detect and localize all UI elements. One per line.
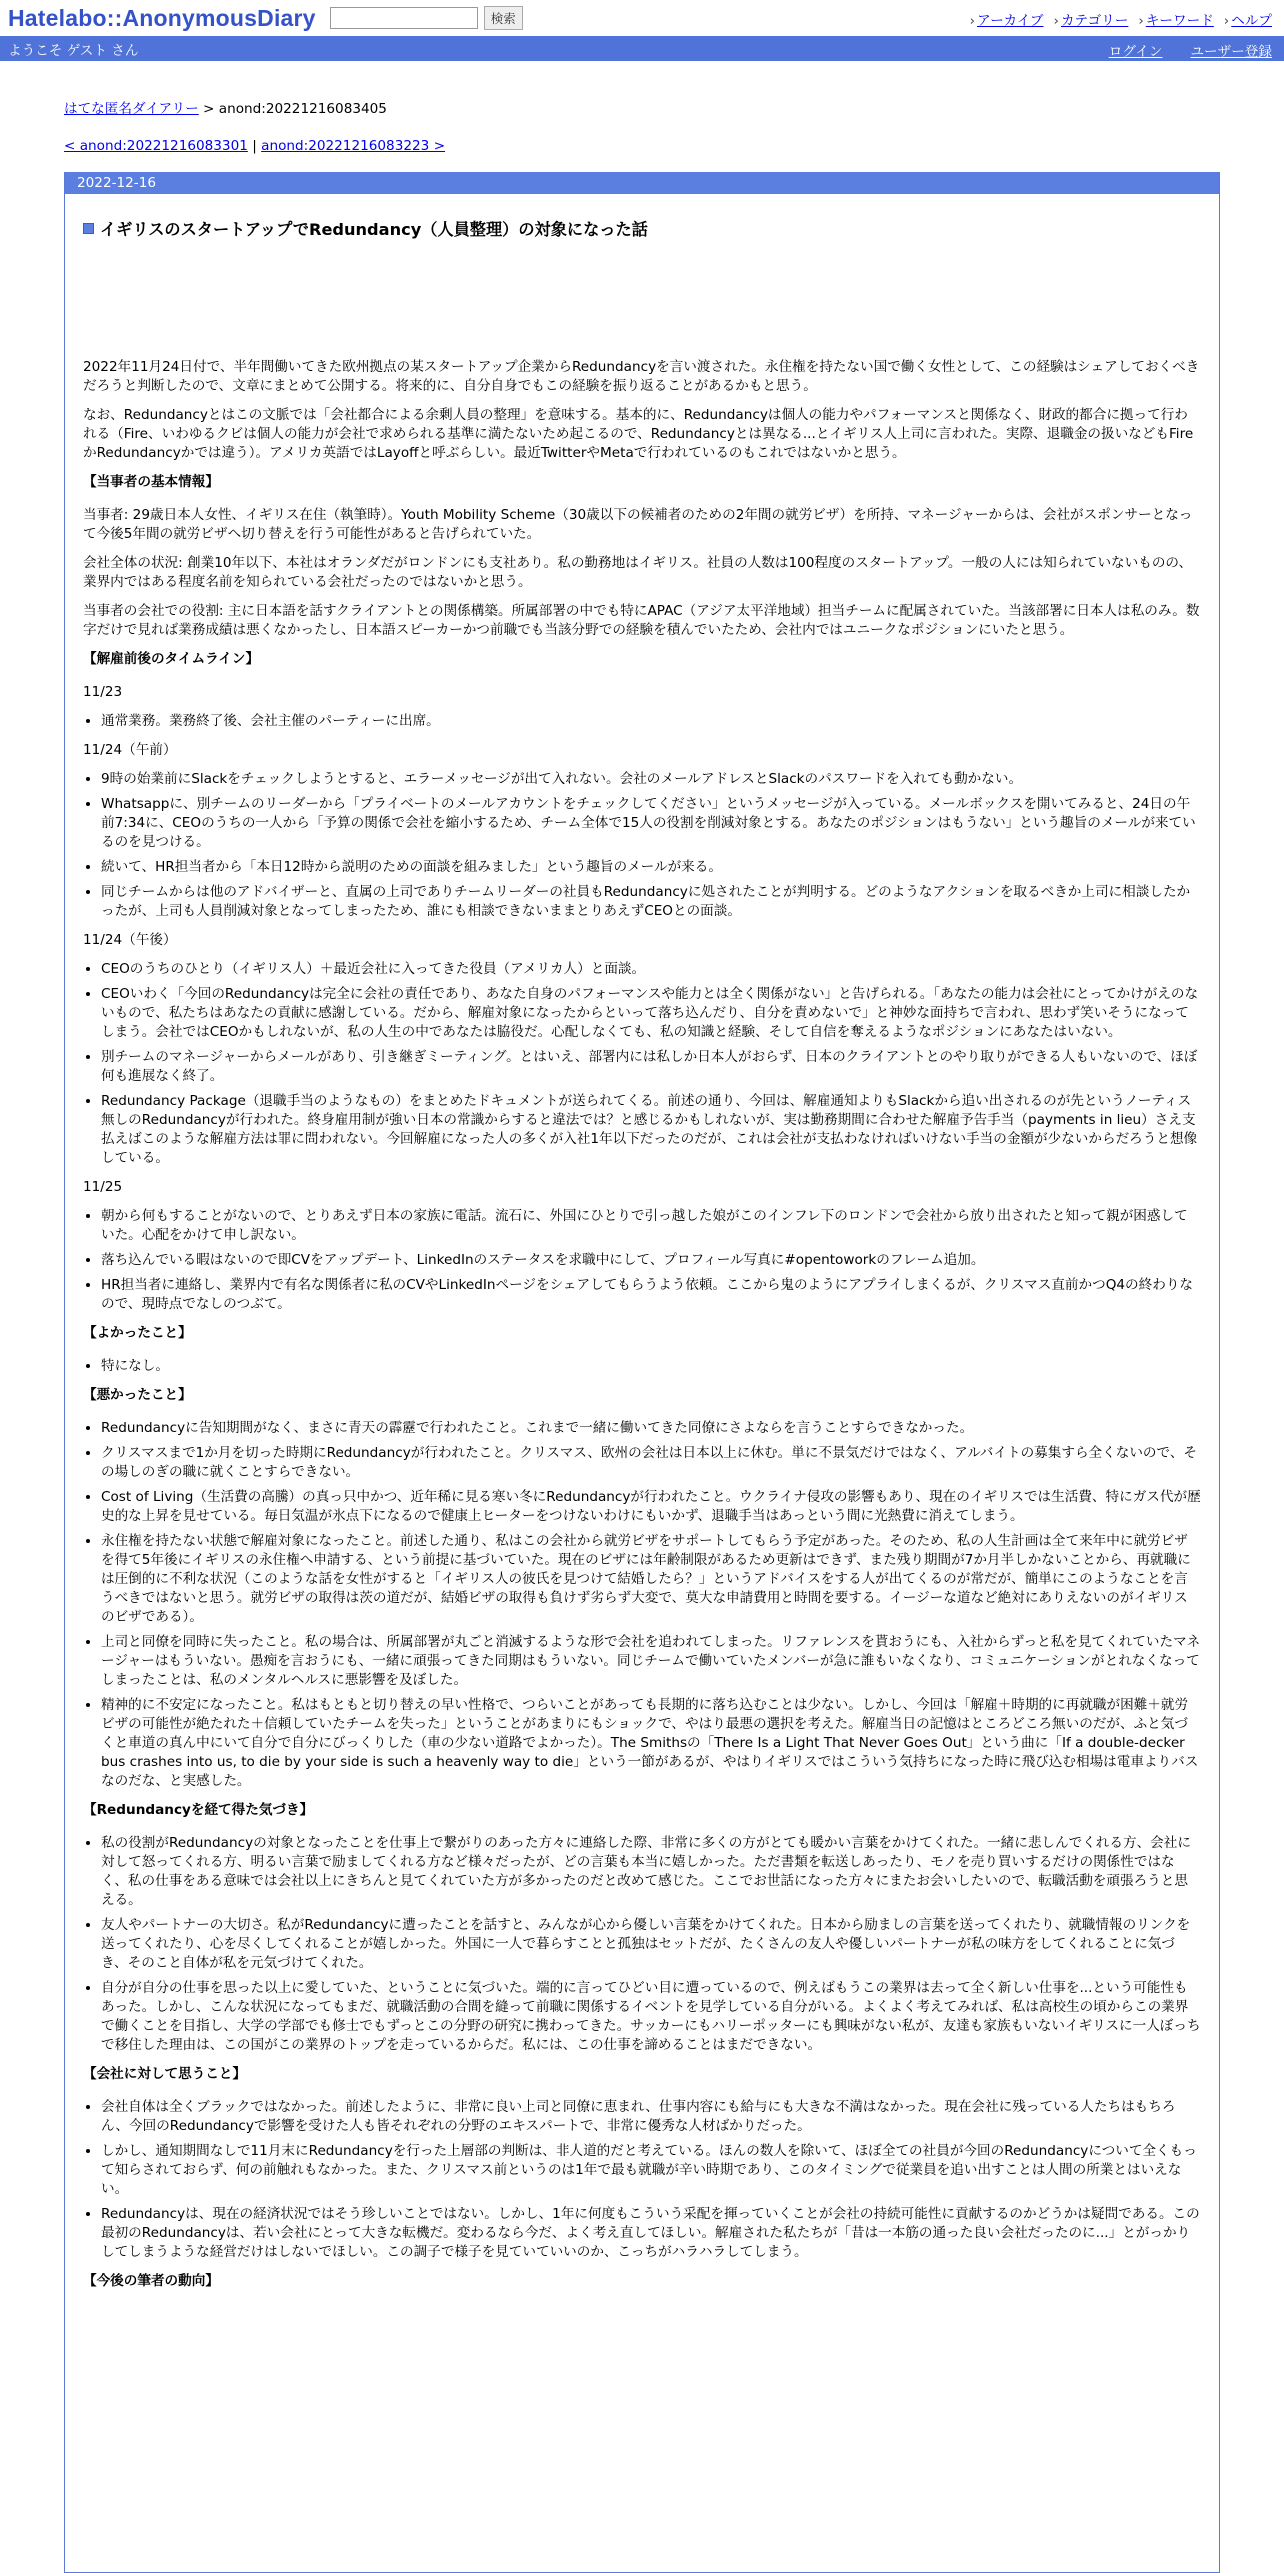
learnings-list <box>83 1834 1201 2055</box>
search-button[interactable]: 検索 <box>484 6 523 30</box>
basic-info-paragraph: 会社全体の状況: 創業10年以下、本社はオランダだがロンドンにも支社あり。私の勤務地はイギリス。社員の人数は100程度のスタートアップ。一般の人には知られていないものの、業界内ではある程度名前を知られている会社だったのではないかと思う。 <box>83 555 1193 590</box>
heading-good: 【よかったこと】 <box>83 1325 192 1341</box>
list-item: • 私の役割がRedundancyの対象となったことを仕事上で繋がりのあった方々に連絡した際、非常に多くの方がとても暖かい言葉をかけてくれた。一緒に悲しんでくれる方、会社に対して怒ってくれる方、明るい言葉で励ましてくれる方など様々だったが、どの言葉も本当に嬉しかった。ただ書類を転送しあったり、モノを売り買いするだけの関係性ではなく、私の仕事をある意味では会社以上にきちんと見てくれていた方が多かったのだと改めて感じた。ここでお世話になった方々にまたお会いしたいので、転職活動を頑張ろうと思える。 <box>101 1834 1201 1910</box>
list-item: • CEOいわく「今回のRedundancyは完全に会社の責任であり、あなた自身のパフォーマンスや能力とは全く関係がない」と告げられる。「あなたの能力は会社にとってかけがえのないもので、私たちはあなたの貢献に感謝している。だから、解雇対象になったからといって落ち込んだり、自分を責めないで」と神妙な面持ちで言われ、思わず笑いそうになってしまう。会社ではCEOかもしれないが、私の人生の中であなたは脇役だ。心配しなくても、私の知識と経験、そして自信を奪えるようなポジションにあなたはいない。 <box>101 985 1201 1042</box>
prev-entry-link[interactable]: < anond:20221216083301 <box>64 138 248 154</box>
list-item: • Cost of Living（生活費の高騰）の真っ只中かつ、近年稀に見る寒い冬にRedundancyが行われたこと。ウクライナ侵攻の影響もあり、現在のイギリスでは生活費、特にガス代が歴史的な上昇を見せている。毎日気温が氷点下になるので健康上ヒーターをつけないわけにもいかず、退職手当はあっという間に光熱費に消えてしまう。 <box>101 1488 1201 1526</box>
help-link[interactable]: › ヘルプ <box>1224 9 1272 29</box>
heading-learnings: 【Redundancyを経て得た気づき】 <box>83 1802 314 1818</box>
basic-info-paragraph: 当事者: 29歳日本人女性、イギリス在住（執筆時）。Youth Mobility Scheme（30歳以下の候補者のための2年間の就労ビザ）を所持、マネージャーからは、会社がスポンサーとなって今後5年間の就労ビザへ切り替えを行う可能性があると告げられていた。 <box>83 507 1193 542</box>
intro-paragraph: 2022年11月24日付で、半年間働いてきた欧州拠点の某スタートアップ企業からRedundancyを言い渡された。永住権を持たない国で働く女性として、この経験はシェアしておくべきだろうと判断したので、文章にまとめて公開する。将来的に、自分自身でもこの経験を振り返ることがあるかもと思う。 <box>83 359 1200 394</box>
company-list <box>83 2098 1201 2262</box>
timeline-list <box>83 770 1201 921</box>
day-date: 2022-12-16 <box>77 175 157 191</box>
entry-pager <box>64 138 1284 154</box>
section-mark-icon <box>83 223 94 234</box>
login-link[interactable]: ログイン <box>1108 44 1163 60</box>
list-item: • 別チームのマネージャーからメールがあり、引き継ぎミーティング。とはいえ、部署内には私しか日本人がおらず、日本のクライアントとのやり取りができる人もいないので、ほぼ何も進展なく終了。 <box>101 1048 1201 1086</box>
breadcrumb-separator: > <box>198 101 219 117</box>
heading-timeline: 【解雇前後のタイムライン】 <box>83 651 260 667</box>
breadcrumb-current: anond:20221216083405 <box>218 101 387 117</box>
list-item: • 続いて、HR担当者から「本日12時から説明のための面談を組みました」という趣旨のメールが来る。 <box>101 858 1201 877</box>
entry-section <box>65 194 1219 2291</box>
next-entry-link[interactable]: anond:20221216083223 > <box>261 138 446 154</box>
good-list <box>83 1357 1201 1376</box>
list-item: • クリスマスまで1か月を切った時期にRedundancyが行われたこと。クリスマス、欧州の会社は日本以上に休む。単に不景気だけではなく、アルバイトの募集すら全くないので、その場しのぎの職に就くことすらできない。 <box>101 1444 1201 1482</box>
day-header <box>65 172 1219 194</box>
list-item: • 落ち込んでいる暇はないので即CVをアップデート、LinkedInのステータスを求職中にして、プロフィール写真に#opentoworkのフレーム追加。 <box>101 1251 1201 1270</box>
top-bar <box>0 0 1284 36</box>
list-item: • Redundancyに告知期間がなく、まさに青天の霹靂で行われたこと。これまで一緒に働いてきた同僚にさよならを言うことすらできなかった。 <box>101 1419 1201 1438</box>
search-input[interactable] <box>330 7 478 29</box>
entry-title-text: イギリスのスタートアップでRedundancy（人員整理）の対象になった話 <box>100 220 648 239</box>
list-item: • Redundancyは、現在の経済状況ではそう珍しいことではない。しかし、1年に何度もこういう采配を揮っていくことが会社の持続可能性に貢献するのかどうかは疑問である。この最初のRedundancyは、若い会社にとって大きな転機だ。変わるなら今だ、よく考え直してほしい。解雇された私たちが「昔は一本筋の通った良い会社だったのに...」とがっかりしてしまうような経営だけはしないでほしい。この調子で様子を見ていていいのか、こっちがハラハラしてしまう。 <box>101 2205 1201 2262</box>
list-item: • 永住権を持たない状態で解雇対象になったこと。前述した通り、私はこの会社から就労ビザをサポートしてもらう予定があった。そのため、私の人生計画は全て来年中に就労ビザを得て5年後にイギリスの永住権へ申請する、という前提に基づいていた。現在のビザには年齢制限があるため更新はできず、また残り期間が7か月半しかないことから、再就職には圧倒的に不利な状況（このような話を女性がすると「イギリス人の彼氏を見つけて結婚したら？」というアドバイスをする人が出てくるのが常だが、簡単にこのようなことを言うべきではないと思う。就労ビザの取得は茨の道だが、結婚ビザの取得も負けず劣らず大変で、莫大な申請費用と時間を要する。イージーな道など絶対にありえないのがイギリスのビザである）。 <box>101 1532 1201 1627</box>
list-item: • 上司と同僚を同時に失ったこと。私の場合は、所属部署が丸ごと消滅するような形で会社を追われてしまった。リファレンスを貰おうにも、入社からずっと私を見てくれていたマネージャーはもういない。愚痴を言おうにも、一緒に頑張ってきた同期はもういない。同じチームで働いていたメンバーが急に誰もいなくなり、コミュニケーションがとれなくなってしまったことは、私のメンタルヘルスに悪影響を及ぼした。 <box>101 1633 1201 1690</box>
list-item: • 朝から何もすることがないので、とりあえず日本の家族に電話。流石に、外国にひとりで引っ越した娘がこのインフレ下のロンドンで会社から放り出されたと知って親が困惑していた。心配をかけて申し訳ない。 <box>101 1207 1201 1245</box>
archive-link[interactable]: › アーカイブ <box>970 9 1044 29</box>
timeline-list <box>83 712 1201 731</box>
site-logo[interactable]: Hatelabo::AnonymousDiary <box>8 4 316 31</box>
list-item: • CEOのうちのひとり（イギリス人）＋最近会社に入ってきた役員（アメリカ人）と面談。 <box>101 960 1201 979</box>
list-item: • Whatsappに、別チームのリーダーから「プライベートのメールアカウントをチェックしてください」というメッセージが入っている。メールボックスを開いてみると、24日の午前7:34に、CEOのうちの一人から「予算の関係で会社を縮小するため、チーム全体で15人の役割を削減対象とする。あなたのポジションはもうない」という趣旨のメールが来ているのを見つける。 <box>101 795 1201 852</box>
list-item: • 精神的に不安定になったこと。私はもともと切り替えの早い性格で、つらいことがあっても長期的に落ち込むことは少ない。しかし、今回は「解雇＋時期的に再就職が困難＋就労ビザの可能性が絶たれた＋信頼していたチームを失った」ということがあまりにもショックで、やはり最悪の選択を考えた。解雇当日の記憶はところどころ無いのだが、ふと気づくと車道の真ん中にいて自分で自分にびっくりした（車の少ない道路でよかった）。The Smithsの「There Is a Light That Never Goes Out」という曲に「If a double-decker bus crashes into us, to die by your side is such a heavenly way to die」という一節があるが、やはりイギリスではこういう気持ちになった時に飛び込む相場は電車よりバスなのだな、と実感した。 <box>101 1696 1201 1791</box>
category-link[interactable]: › カテゴリー <box>1054 9 1129 29</box>
list-item: • 同じチームからは他のアドバイザーと、直属の上司でありチームリーダーの社員もRedundancyに処されたことが判明する。どのようなアクションを取るべきか上司に相談したかったが、上司も人員削減対象となってしまったため、誰にも相談できないままとりあえずCEOとの面談。 <box>101 883 1201 921</box>
day-box <box>64 172 1220 2573</box>
timeline-date: 11/24（午後） <box>83 932 177 948</box>
list-item: • 友人やパートナーの大切さ。私がRedundancyに遭ったことを話すと、みんなが心から優しい言葉をかけてくれた。日本から励ましの言葉を送ってくれたり、就職情報のリンクを送ってくれたり、心を尽くしてくれることが嬉しかった。外国に一人で暮らすことと孤独はセットだが、たくさんの友人や優しいパートナーが私の味方をしてくれることに気づき、そのこと自体が私を元気づけてくれた。 <box>101 1916 1201 1973</box>
intro-paragraph: なお、Redundancyとはこの文脈では「会社都合による余剰人員の整理」を意味する。基本的に、Redundancyは個人の能力やパフォーマンスと関係なく、財政的都合に拠って行われる（Fire、いわゆるクビは個人の能力が会社で求められる基準に満たないため起こるので、Redundancyとは異なる...とイギリス人上司に言われた。実際、退職金の扱いなどもFireかRedundancyかでは違う）。アメリカ英語ではLayoffと呼ぶらしい。最近TwitterやMetaで行われているのもこれではないかと思う。 <box>83 407 1194 461</box>
user-links <box>1109 40 1272 60</box>
pager-separator: | <box>247 138 262 154</box>
breadcrumb-home-link[interactable]: はてな匿名ダイアリー <box>64 101 199 117</box>
heading-bad: 【悪かったこと】 <box>83 1387 192 1403</box>
register-link[interactable]: ユーザー登録 <box>1190 44 1272 60</box>
heading-basic-info: 【当事者の基本情報】 <box>83 474 219 490</box>
list-item: • HR担当者に連絡し、業界内で有名な関係者に私のCVやLinkedInページをシェアしてもらうよう依頼。ここから鬼のようにアプライしまくるが、クリスマス直前かつQ4の終わりなので、現時点でなしのつぶて。 <box>101 1276 1201 1314</box>
list-item: • Redundancy Package（退職手当のようなもの）をまとめたドキュメントが送られてくる。前述の通り、今回は、解雇通知よりもSlackから追い出されるのが先というノーティス無しのRedundancyが行われた。終身雇用制が強い日本の常識からすると違法では？と感じるかもしれないが、実は勤務期間に合わせた解雇予告手当（payments in lieu）さえ支払えばこのような解雇方法は罪に問われない。今回解雇になった人の多くが入社1年以下だったのだが、これは会社が支払わなければいけない手当の金額が少ないからだろうと想像している。 <box>101 1092 1201 1168</box>
list-item: • 自分が自分の仕事を思った以上に愛していた、ということに気づいた。端的に言ってひどい目に遭っているので、例えばもうこの業界は去って全く新しい仕事を...という可能性もあった。しかし、こんな状況になってもまだ、就職活動の合間を縫って前職に関係するイベントを見学している自分がいる。よくよく考えてみれば、私は高校生の頃からこの業界で働くことを目指し、大学の学部でも修士でもずっとこの分野の研究に携わってきた。サッカーにもハリーポッターにも興味がない私が、友達も家族もいないイギリスに一人ぼっちで移住した理由は、この国がこの業界のトップを走っているからだ。私には、この仕事を諦めることはまだできない。 <box>101 1979 1201 2055</box>
heading-company: 【会社に対して思うこと】 <box>83 2066 247 2082</box>
timeline-date: 11/25 <box>83 1179 123 1195</box>
keyword-link[interactable]: › キーワード <box>1138 9 1213 29</box>
bad-list <box>83 1419 1201 1791</box>
welcome-bar <box>0 36 1284 61</box>
basic-info-paragraph: 当事者の会社での役割: 主に日本語を話すクライアントとの関係構築。所属部署の中でも特にAPAC（アジア太平洋地域）担当チームに配属されていた。当該部署に日本人は私のみ。数字だけで見れば業務成績は悪くなかったし、日本語スピーカーかつ前職でも当該分野での経験を積んでいたため、会社内ではユニークなポジションにいたと思う。 <box>83 603 1200 638</box>
ad-space <box>83 240 1201 358</box>
header-links <box>970 9 1272 29</box>
timeline-date: 11/24（午前） <box>83 742 177 758</box>
list-item: • 特になし。 <box>101 1357 1201 1376</box>
breadcrumb <box>64 97 1284 117</box>
list-item: • 会社自体は全くブラックではなかった。前述したように、非常に良い上司と同僚に恵まれ、仕事内容にも給与にも大きな不満はなかった。現在会社に残っている人たちはもちろん、今回のRedundancyで影響を受けた人も皆それぞれの分野のエキスパートで、非常に優秀な人材ばかりだった。 <box>101 2098 1201 2136</box>
timeline-list <box>83 1207 1201 1314</box>
list-item: • 9時の始業前にSlackをチェックしようとすると、エラーメッセージが出て入れない。会社のメールアドレスとSlackのパスワードを入れても動かない。 <box>101 770 1201 789</box>
timeline-date: 11/23 <box>83 684 123 700</box>
list-item: • 通常業務。業務終了後、会社主催のパーティーに出席。 <box>101 712 1201 731</box>
heading-future: 【今後の筆者の動向】 <box>83 2273 219 2289</box>
timeline-list <box>83 960 1201 1168</box>
entry-title <box>83 216 1201 240</box>
list-item: • しかし、通知期間なしで11月末にRedundancyを行った上層部の判断は、非人道的だと考えている。ほんの数人を除いて、ほぼ全ての社員が今回のRedundancyについて全くもって知らされておらず、何の前触れもなかった。また、クリスマス前というのは1年で最も就職が辛い時期であり、このタイミングで従業員を追い出すことは人間の所業とはいえない。 <box>101 2142 1201 2199</box>
welcome-text: ようこそ ゲスト さん <box>8 42 139 59</box>
